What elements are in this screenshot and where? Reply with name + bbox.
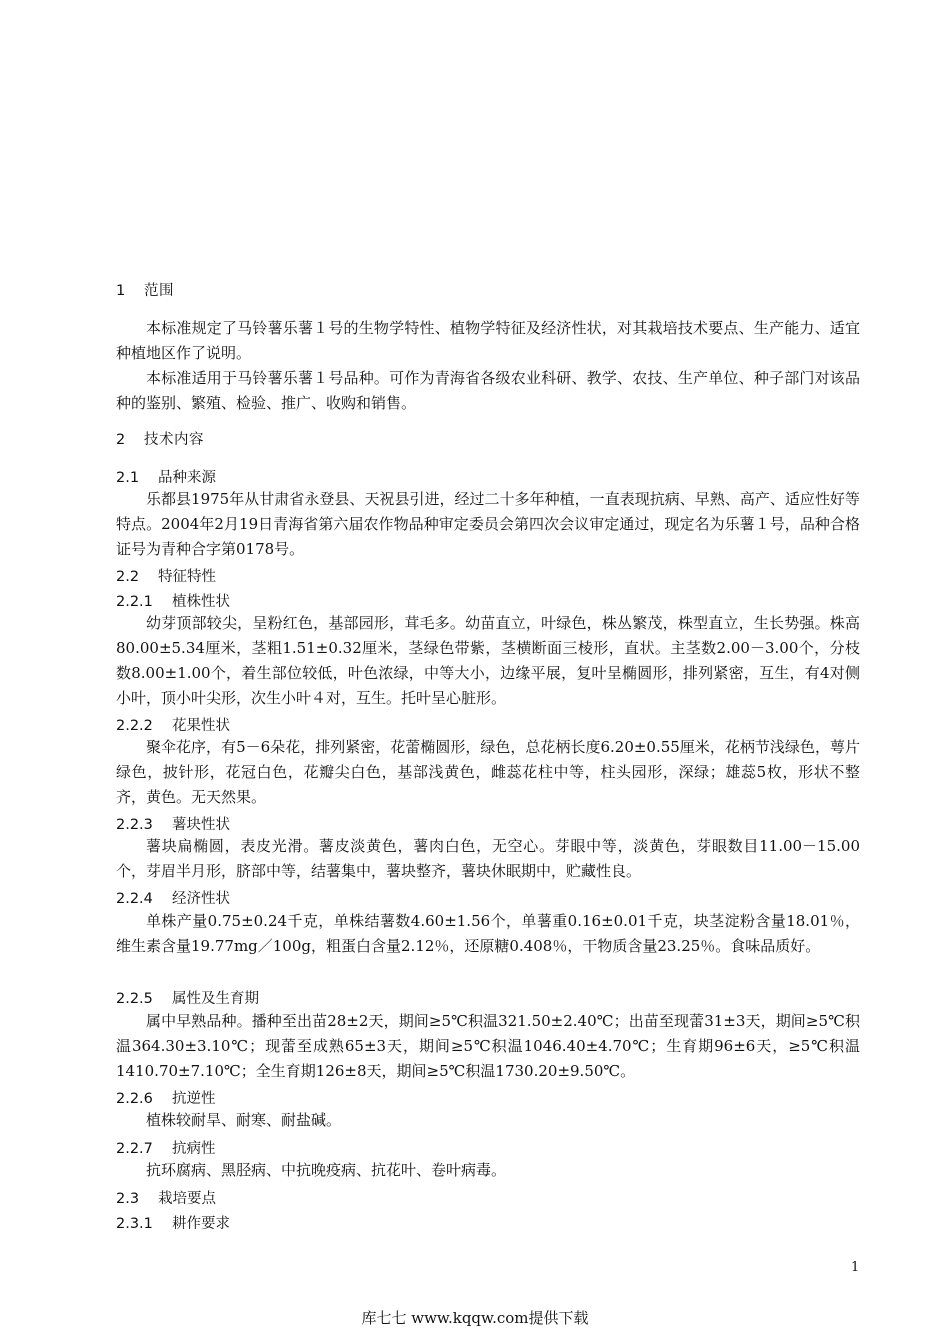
plant-traits-paragraph: 幼芽顶部较尖，呈粉红色，基部园形，茸毛多。幼苗直立，叶绿色，株丛繁茂，株型直立，生长势强。株高80.00±5.34厘米，茎粗1.51±0.32厘米，茎绿色带紫，茎横断面三棱形，直状。主茎数2.00－3.00个，分枝数8.00±1.00个，着生部位较低，叶色浓绿，中等大小，边缘平展，复叶呈椭圆形，排列紧密，互生，有4对侧小叶，顶小叶尖形，次生小叶４对，互生。托叶呈心脏形。 bbox=[116, 614, 860, 707]
section-heading-2-2-5: 2.2.5 属性及生育期 bbox=[116, 991, 259, 1007]
section-heading-2-2: 2.2 特征特性 bbox=[116, 569, 216, 585]
economic-traits-paragraph: 单株产量0.75±0.24千克，单株结薯数4.60±1.56个，单薯重0.16±0.01千克，块茎淀粉含量18.01％，维生素含量19.77mg／100g，粗蛋白含量2.12％，还原糖0.408％，干物质含量23.25％。食味品质好。 bbox=[116, 912, 860, 955]
scope-paragraph-1: 本标准规定了马铃薯乐薯１号的生物学特性、植物学特征及经济性状，对其栽培技术要点、生产能力、适宜种植地区作了说明。 bbox=[116, 319, 860, 362]
section-heading-2-2-6: 2.2.6 抗逆性 bbox=[116, 1091, 216, 1107]
section-heading-2: 2 技术内容 bbox=[116, 432, 204, 448]
section-heading-1: 1 范围 bbox=[116, 283, 174, 299]
variety-source-paragraph: 乐都县1975年从甘肃省永登县、天祝县引进，经过二十多年种植，一直表现抗病、早熟、高产、适应性好等特点。2004年2月19日青海省第六届农作物品种审定委员会第四次会议审定通过，现定名为乐薯１号，品种合格证号为青种合字第0178号。 bbox=[116, 490, 860, 558]
section-heading-2-2-4: 2.2.4 经济性状 bbox=[116, 891, 230, 907]
section-heading-2-2-3: 2.2.3 薯块性状 bbox=[116, 817, 230, 833]
section-heading-2-2-7: 2.2.7 抗病性 bbox=[116, 1141, 216, 1157]
download-footer: 库七七 www.kqqw.com提供下载 bbox=[361, 1309, 589, 1327]
flower-fruit-paragraph: 聚伞花序，有5－6朵花，排列紧密，花蕾椭圆形，绿色，总花柄长度6.20±0.55厘米，花柄节浅绿色，萼片绿色，披针形，花冠白色，花瓣尖白色，基部浅黄色，雌蕊花柱中等，柱头园形，深绿；雄蕊5枚，形状不整齐，黄色。无天然果。 bbox=[116, 738, 860, 806]
growth-period-paragraph: 属中早熟品种。播种至出苗28±2天，期间≥5℃积温321.50±2.40℃；出苗至现蕾31±3天，期间≥5℃积温364.30±3.10℃；现蕾至成熟65±3天，期间≥5℃积温1046.40±4.70℃；生育期96±6天，≥5℃积温1410.70±7.10℃；全生育期126±8天，期间≥5℃积温1730.20±9.50℃。 bbox=[116, 1012, 860, 1080]
tuber-traits-paragraph: 薯块扁椭圆，表皮光滑。薯皮淡黄色，薯肉白色，无空心。芽眼中等，淡黄色，芽眼数目11.00－15.00个，芽眉半月形，脐部中等，结薯集中，薯块整齐，薯块休眠期中，贮藏性良。 bbox=[116, 837, 860, 880]
section-heading-2-3-1: 2.3.1 耕作要求 bbox=[116, 1216, 230, 1232]
section-heading-2-2-1: 2.2.1 植株性状 bbox=[116, 594, 230, 610]
page-number: 1 bbox=[851, 1260, 860, 1275]
disease-resistance-paragraph: 抗环腐病、黑胫病、中抗晚疫病、抗花叶、卷叶病毒。 bbox=[146, 1161, 507, 1179]
scope-paragraph-2: 本标准适用于马铃薯乐薯１号品种。可作为青海省各级农业科研、教学、农技、生产单位、种子部门对该品种的鉴别、繁殖、检验、推广、收购和销售。 bbox=[116, 369, 860, 412]
section-heading-2-3: 2.3 栽培要点 bbox=[116, 1191, 216, 1207]
section-heading-2-2-2: 2.2.2 花果性状 bbox=[116, 718, 230, 734]
stress-resistance-paragraph: 植株较耐旱、耐寒、耐盐碱。 bbox=[146, 1111, 342, 1129]
section-heading-2-1: 2.1 品种来源 bbox=[116, 470, 216, 486]
